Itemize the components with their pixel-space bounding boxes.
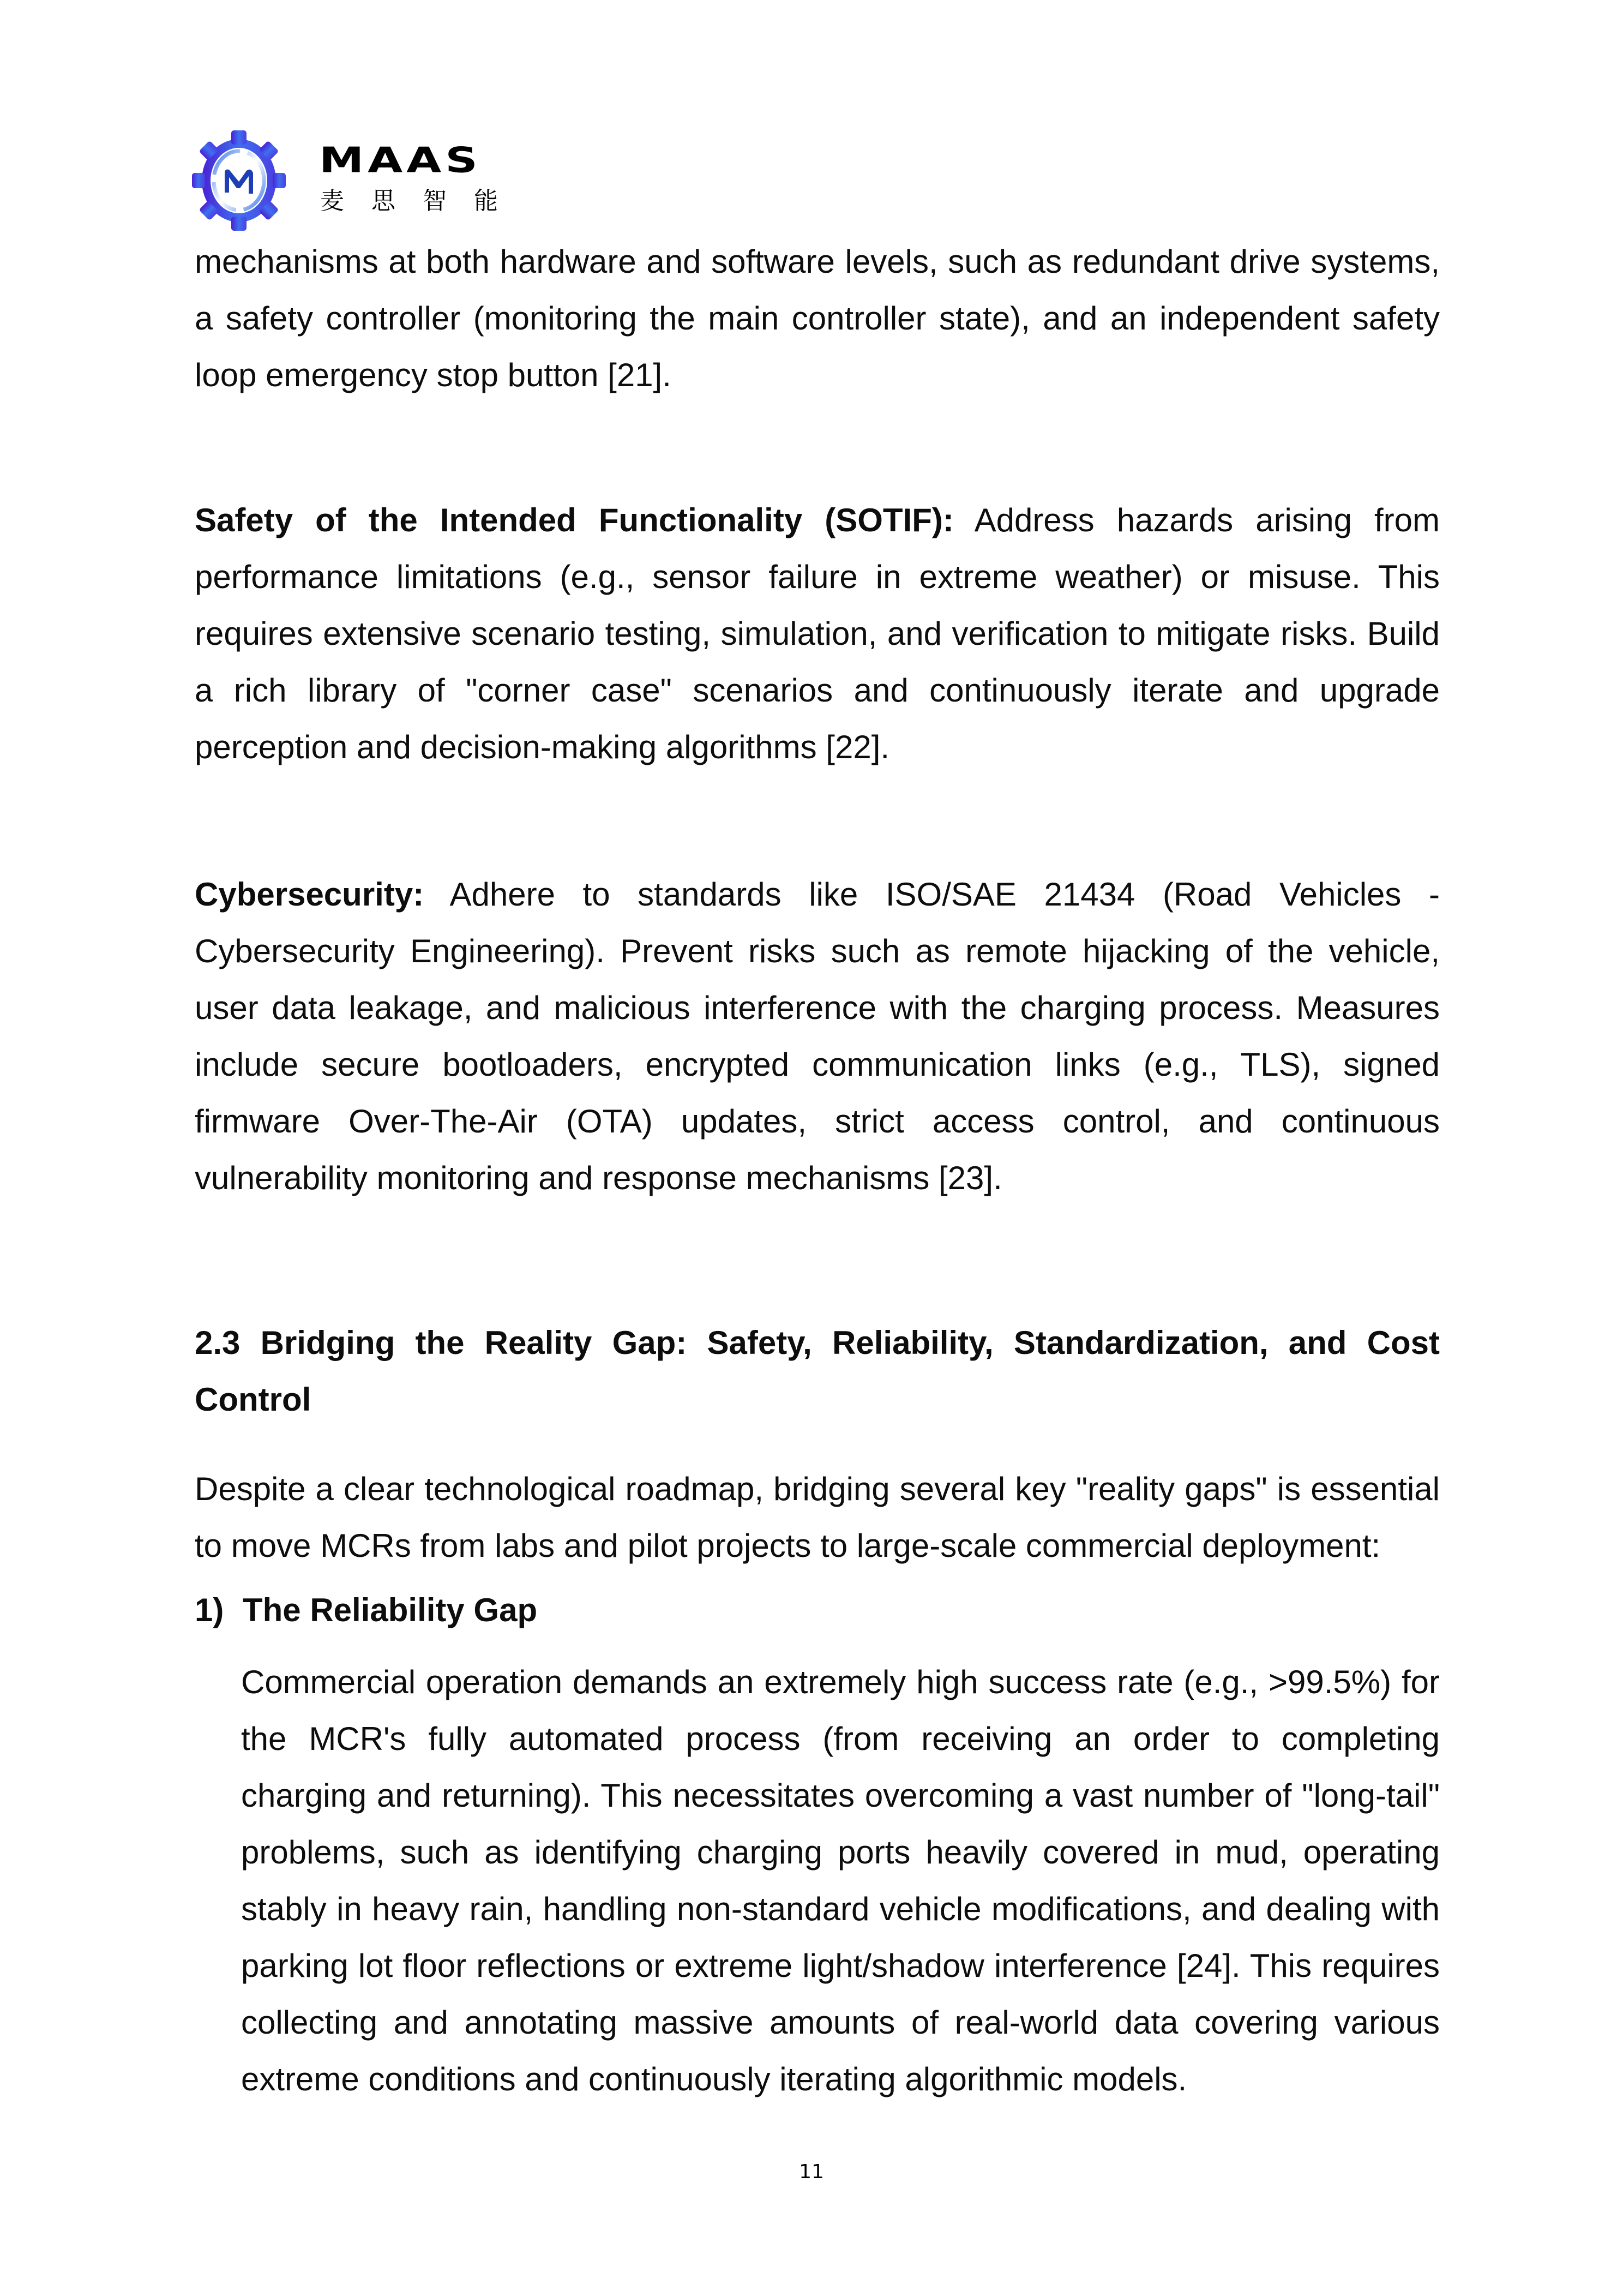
list-item-title-text: The Reliability Gap	[243, 1592, 538, 1628]
page-number: 11	[799, 2161, 824, 2183]
logo-cn-char: 麦	[320, 187, 344, 215]
logo-wordmark: MAAS	[319, 139, 482, 181]
continuation-paragraph: mechanisms at both hardware and software levels, such as redundant drive systems, a safety controller (monitoring the main controller state), and an independent safety loop emergency stop button [21].	[195, 243, 1440, 393]
company-logo	[192, 129, 508, 232]
list-item-number: 1)	[195, 1592, 224, 1628]
section-heading: 2.3 Bridging the Reality Gap: Safety, Reliability, Standardization, and Cost Control	[195, 1324, 1440, 1418]
logo-cn-char: 能	[474, 187, 498, 215]
logo-cn-char: 思	[371, 187, 395, 215]
cybersecurity-text: Adhere to standards like ISO/SAE 21434 (Road Vehicles - Cybersecurity Engineering). Prevent risks such as remote hijacking of the vehicle, user data leakage, and malicious interference with the charging process. Measures include secure bootloaders, encrypted communication links (e.g., TLS), signed firmware Over-The-Air (OTA) updates, strict access control, and continuous vulnerability monitoring and response mechanisms [23].	[195, 876, 1440, 1196]
list-item-title	[195, 1582, 537, 1639]
sotif-text: Address hazards arising from performance limitations (e.g., sensor failure in extreme weather) or misuse. This requires extensive scenario testing, simulation, and verification to mitigate risks. Build a rich library of "corner case" scenarios and continuously iterate and upgrade perception and decision-making algorithms [22].	[195, 502, 1440, 765]
logo-cn-char: 智	[423, 187, 447, 215]
gear-m-logo-icon	[192, 129, 286, 232]
logo-chinese-name	[320, 188, 498, 215]
sotif-paragraph	[195, 492, 1440, 776]
sotif-term: Safety of the Intended Functionality (SOTIF):	[195, 502, 954, 538]
list-item-body: Commercial operation demands an extremely high success rate (e.g., >99.5%) for the MCR's fully automated process (from receiving an order to completing charging and returning). This necessitates overcoming a vast number of "long-tail" problems, such as identifying charging ports heavily covered in mud, operating stably in heavy rain, handling non-standard vehicle modifications, and dealing with parking lot floor reflections or extreme light/shadow interference [24]. This requires collecting and annotating massive amounts of real-world data covering various extreme conditions and continuously iterating algorithmic models.	[241, 1664, 1440, 2097]
cybersecurity-paragraph	[195, 866, 1440, 1207]
section-intro-paragraph: Despite a clear technological roadmap, bridging several key "reality gaps" is essential to move MCRs from labs and pilot projects to large-scale commercial deployment:	[195, 1471, 1440, 1564]
cybersecurity-term: Cybersecurity:	[195, 876, 424, 913]
